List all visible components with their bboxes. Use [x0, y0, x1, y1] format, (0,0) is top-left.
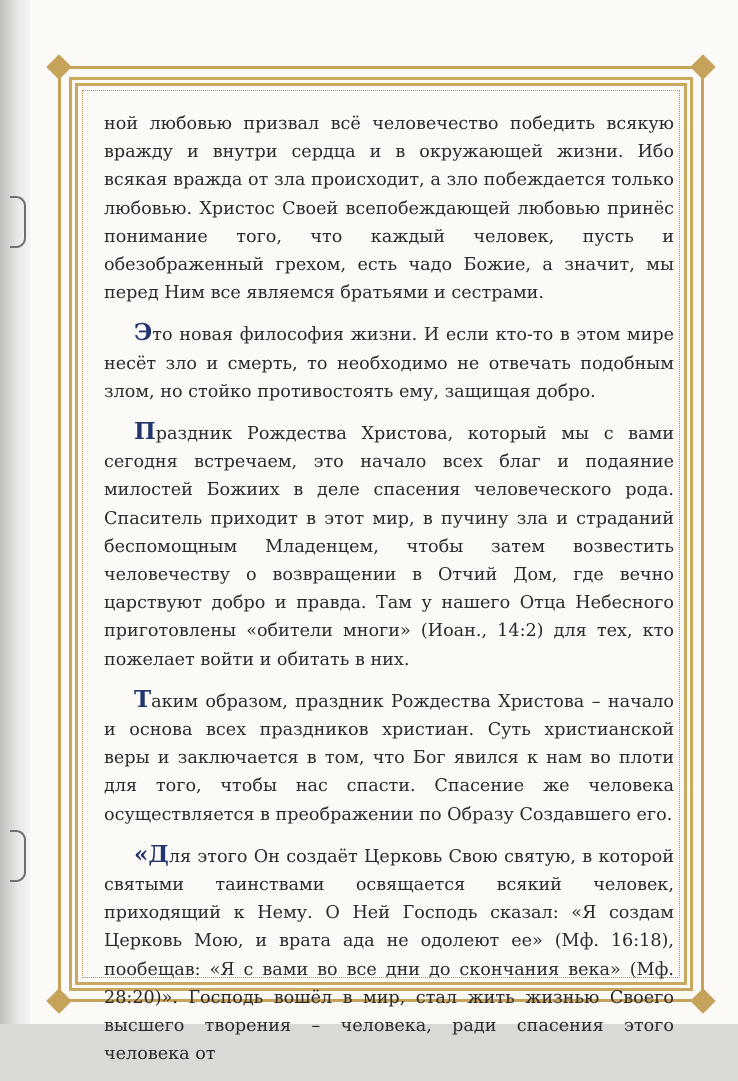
corner-ornament-icon	[46, 54, 71, 79]
dropcap: «Д	[134, 840, 169, 868]
paragraph-text: то новая философия жизни. И если кто-то в этом мире несёт зло и смерть, то необходимо не отвечать подобным злом, но стойко противостоять ему, защищая добро.	[104, 325, 674, 402]
paragraph-3	[104, 418, 674, 674]
paragraph-4	[104, 686, 674, 829]
corner-ornament-icon	[690, 54, 715, 79]
corner-ornament-icon	[46, 988, 71, 1013]
paragraph-text: аким образом, праздник Рождества Христова – начало и основа всех праздников христиан. Суть христианской веры и заключается в том, что Бог явился к нам во плоти для того, чтобы нас спасти. Спасение же человека осуществляется в преображении по Образу Создавшего его.	[104, 691, 674, 825]
paragraph-text: ной любовью призвал всё человечество победить всякую вражду и внутри сердца и в окружающей жизни. Ибо всякая вражда от зла происходит, а зло побеждается только любовью. Христос Своей всепобеждающей любовью принёс понимание того, что каждый человек, пусть и обезображенный грехом, есть чадо Божие, а значит, мы перед Ним все являемся братьями и сестрами.	[104, 114, 674, 304]
paragraph-text: ля этого Он создаёт Церковь Свою святую, в которой святыми таинствами освящается всякий человек, приходящий к Нему. О Ней Господь сказал: «Я создам Церковь Мою, и врата ада не одолеют ее» (Мф. 16:18), пообещав: «Я с вами во все дни до скончания века» (Мф. 28:20)». Господь вошёл в мир, стал жить жизнью Своего высшего творения – человека, ради спасения этого человека от	[104, 846, 674, 1065]
corner-ornament-icon	[690, 988, 715, 1013]
dropcap: Э	[134, 319, 153, 347]
dropcap: Т	[134, 685, 152, 713]
staple-top	[10, 196, 26, 248]
body-text	[104, 110, 674, 1081]
paragraph-5	[104, 841, 674, 1069]
staple-bottom	[10, 830, 26, 882]
paragraph-2	[104, 319, 674, 406]
dropcap: П	[134, 418, 156, 446]
paragraph-1	[104, 110, 674, 307]
paragraph-text: раздник Рождества Христова, который мы с вами сегодня встречаем, это начало всех благ и подаяние милостей Божиих в деле спасения человеческого рода. Спаситель приходит в этот мир, в пучину зла и страданий беспомощным Младенцем, чтобы затем возвестить человечеству о возвращении в Отчий Дом, где вечно царствуют добро и правда. Там у нашего Отца Небесного приготовлены «обители многи» (Иоан., 14:2) для тех, кто пожелает войти и обитать в них.	[104, 424, 674, 670]
